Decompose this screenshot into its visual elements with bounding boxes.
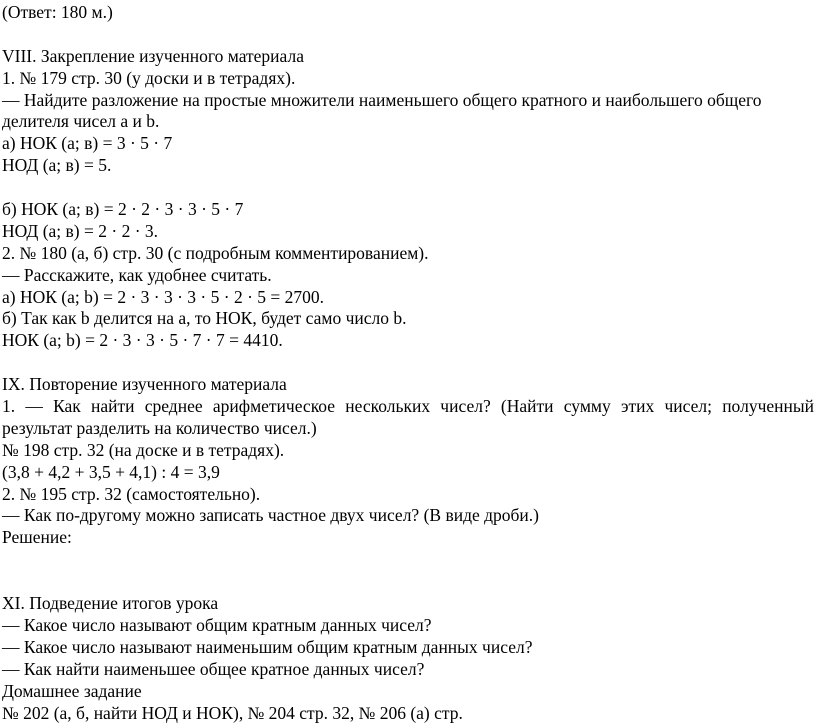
summary-question-1: — Какое число называют общим кратным данных чисел? [2, 614, 432, 635]
question-factorization-line-2: делителя чисел a и b. [2, 111, 160, 132]
question-convenient-line: — Расскажите, как удобнее считать. [2, 264, 272, 285]
blank-line [2, 177, 814, 199]
task-180-a: а) НОК (a; b) = 2 · 3 · 3 · 3 · 5 · 2 · 5 = 2700. [2, 286, 325, 307]
homework-line: № 202 (а, б, найти НОД и НОК), № 204 стр. 32, № 206 (а) стр. [2, 702, 463, 723]
answer-a-nod: НОД (а; в) = 5. [2, 155, 112, 176]
section-11-heading: XI. Подведение итогов урока [2, 593, 219, 614]
summary-question-2: — Какое число называют наименьшим общим кратным данных чисел? [2, 636, 533, 657]
answer-line: (Ответ: 180 м.) [2, 2, 113, 22]
task-179-line: 1. № 179 стр. 30 (у доски и в тетрадях). [2, 67, 296, 88]
section-9-heading: IX. Повторение изученного материала [2, 374, 287, 395]
blank-space [2, 549, 814, 593]
task-180-b: б) Так как b делится на a, то НОК, будет само число b. [2, 308, 407, 329]
answer-b-nok: б) НОК (а; в) = 2 · 2 · 3 · 3 · 5 · 7 [2, 199, 244, 220]
answer-a-nok: а) НОК (а; в) = 3 · 5 · 7 [2, 133, 173, 154]
blank-line [2, 352, 814, 374]
answer-b-nod: НОД (а; в) = 2 · 2 · 3. [2, 220, 159, 241]
section-8-heading: VIII. Закрепление изученного материала [2, 45, 304, 66]
task-198-line: № 198 стр. 32 (на доске и в тетрадях). [2, 439, 285, 460]
question-quotient-line: — Как по-другому можно записать частное двух чисел? (В виде дроби.) [2, 505, 539, 526]
homework-title: Домашнее задание [2, 680, 142, 701]
question-average-line-2: результат разделить на количество чисел.) [2, 417, 317, 438]
summary-question-3: — Как найти наименьшее общее кратное данных чисел? [2, 658, 425, 679]
solution-label: Решение: [2, 527, 72, 548]
question-factorization-line-1: — Найдите разложение на простые множители наименьшего общего кратного и наибольшего общего [2, 89, 762, 110]
task-180-b-result: НОК (a; b) = 2 · 3 · 3 · 5 · 7 · 7 = 4410. [2, 330, 283, 351]
blank-line [2, 24, 814, 46]
task-195-line: 2. № 195 стр. 32 (самостоятельно). [2, 483, 261, 504]
question-average-line-1: 1. — Как найти среднее арифметическое нескольких чисел? (Найти сумму этих чисел; полученный [2, 396, 814, 417]
task-180-line: 2. № 180 (а, б) стр. 30 (с подробным комментированием). [2, 242, 429, 263]
calculation-line: (3,8 + 4,2 + 3,5 + 4,1) : 4 = 3,9 [2, 461, 220, 482]
